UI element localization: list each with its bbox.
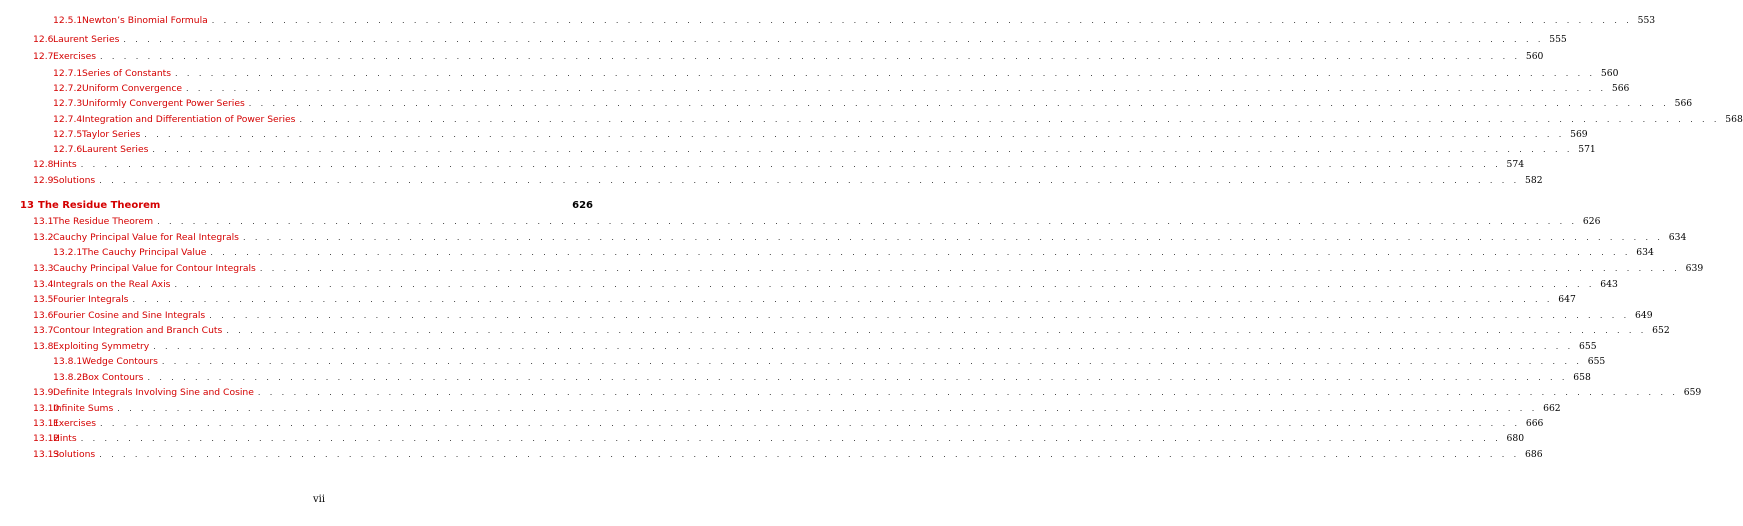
toc-subsection-entry[interactable] xyxy=(53,128,1588,141)
toc-page-number: 649 xyxy=(1635,310,1653,321)
toc-subsection-entry[interactable] xyxy=(53,246,1654,259)
toc-page-number: 582 xyxy=(1525,175,1543,186)
toc-leader-dots: . . . . . . . . . . . . . . . . . . . . . . . . . . . . . . . . . . . . . . . . . . . . . . . . . . . . . . . . . . . . . . . . . . . . . . . . . . . . . . . . . . . . . . . . . . . . . . . . . . . . . . . . . . . . . . . . . . . . . . . . xyxy=(161,357,1583,366)
toc-leader-dots: . . . . . . . . . . . . . . . . . . . . . . . . . . . . . . . . . . . . . . . . . . . . . . . . . . . . . . . . . . . . . . . . . . . . . . . . . . . . . . . . . . . . . . . . . . . . . . . . . . . . . . . . . . . . . . . . . . . . . . . . xyxy=(175,69,1596,78)
toc-entry-title: The Cauchy Principal Value xyxy=(82,247,207,258)
toc-leader-dots: . . . . . . . . . . . . . . . . . . . . . . . . . . . . . . . . . . . . . . . . . . . . . . . . . . . . . . . . . . . . . . . . . . . . . . . . . . . . . . . . . . . . . . . . . . . . . . . . . . . . . . . . . . . . . . . . . . . . . . . . xyxy=(257,388,1679,397)
toc-section-entry[interactable] xyxy=(33,158,1525,171)
toc-leader-dots: . . . . . . . . . . . . . . . . . . . . . . . . . . . . . . . . . . . . . . . . . . . . . . . . . . . . . . . . . . . . . . . . . . . . . . . . . . . . . . . . . . . . . . . . . . . . . . . . . . . . . . . . . . . . . . . . . . . . . . . . xyxy=(99,176,1520,185)
toc-leader-dots: . . . . . . . . . . . . . . . . . . . . . . . . . . . . . . . . . . . . . . . . . . . . . . . . . . . . . . . . . . . . . . . . . . . . . . . . . . . . . . . . . . . . . . . . . . . . . . . . . . . . . . . . . . . . . . . . . . . . . . . . xyxy=(80,434,1502,443)
toc-section-entry[interactable] xyxy=(33,174,1543,187)
toc-section-entry[interactable] xyxy=(33,278,1618,291)
toc-leader-dots: . . . . . . . . . . . . . . . . . . . . . . . . . . . . . . . . . . . . . . . . . . . . . . . . . . . . . . . . . . . . . . . . . . . . . . . . . . . . . . . . . . . . . . . . . . . . . . . . . . . . . . . . . . . . . . . . . . . . . . . . xyxy=(211,16,1633,25)
toc-entry-title: Hints xyxy=(53,433,77,444)
toc-entry-title: Box Contours xyxy=(82,372,144,383)
toc-leader-dots: . . . . . . . . . . . . . . . . . . . . . . . . . . . . . . . . . . . . . . . . . . . . . . . . . . . . . . . . . . . . . . . . . . . . . . . . . . . . . . . . . . . . . . . . . . . . . . . . . . . . . . . . . . . . . . . . . . . . . . . . xyxy=(248,99,1670,108)
toc-entry-title: Solutions xyxy=(53,175,96,186)
toc-subsection-entry[interactable] xyxy=(53,113,1743,126)
toc-entry-number: 13.13 xyxy=(33,449,60,460)
toc-leader-dots: . . . . . . . . . . . . . . . . . . . . . . . . . . . . . . . . . . . . . . . . . . . . . . . . . . . . . . . . . . . . . . . . . . . . . . . . . . . . . . . . . . . . . . . . . . . . . . . . . . . . . . . . . . . . . . . . . . . . . . . . xyxy=(123,35,1544,44)
toc-entry-title: Exercises xyxy=(53,51,97,62)
toc-section-entry[interactable] xyxy=(33,386,1702,399)
toc-chapter-entry[interactable] xyxy=(20,199,593,212)
toc-page-number: 553 xyxy=(1637,15,1656,26)
toc-entry-title: Cauchy Principal Value for Contour Integrals xyxy=(53,263,256,274)
toc-entry-number: 12.7.4 xyxy=(53,114,83,125)
toc-subsection-entry[interactable] xyxy=(53,14,1656,27)
toc-entry-number: 12.7.2 xyxy=(53,83,83,94)
toc-page-number: 566 xyxy=(1611,83,1630,94)
toc-leader-dots: . . . . . . . . . . . . . . . . . . . . . . . . . . . . . . . . . . . . . . . . . . . . . . . . . . . . . . . . . . . . . . . . . . . . . . . . . . . . . . . . . . . . . . . . . . . . . . . . . . . . . . . . . . . . . . . . . . . . . . . . xyxy=(152,145,1573,154)
toc-leader-dots: . . . . . . . . . . . . . . . . . . . . . . . . . . . . . . . . . . . . . . . . . . . . . . . . . . . . . . . . . . . . . . . . . . . . . . . . . . . . . . . . . . . . . . . . . . . . . . . . . . . . . . . . . . . . . . . . . . . . . . . . xyxy=(299,115,1720,124)
toc-page-number: 555 xyxy=(1549,34,1567,45)
toc-leader-dots: . . . . . . . . . . . . . . . . . . . . . . . . . . . . . . . . . . . . . . . . . . . . . . . . . . . . . . . . . . . . . . . . . . . . . . . . . . . . . . . . . . . . . . . . . . . . . . . . . . . . . . . . . . . . . . . . . . . . . . . . xyxy=(259,264,1681,273)
toc-leader-dots: . . . . . . . . . . . . . . . . . . . . . . . . . . . . . . . . . . . . . . . . . . . . . . . . . . . . . . . . . . . . . . . . . . . . . . . . . . . . . . . . . . . . . . . . . . . . . . . . . . . . . . . . . . . . . . . . . . . . . . . . xyxy=(186,84,1607,93)
toc-subsection-entry[interactable] xyxy=(53,67,1619,80)
toc-page-number: 571 xyxy=(1578,144,1596,155)
toc-entry-number: 12.7.5 xyxy=(53,129,83,140)
toc-section-entry[interactable] xyxy=(33,262,1704,275)
toc-entry-number: 13.12 xyxy=(33,433,60,444)
toc-entry-title: Exercises xyxy=(53,418,97,429)
toc-section-entry[interactable] xyxy=(33,33,1567,46)
toc-section-entry[interactable] xyxy=(33,340,1597,353)
toc-leader-dots: . . . . . . . . . . . . . . . . . . . . . . . . . . . . . . . . . . . . . . . . . . . . . . . . . . . . . . . . . . . . . . . . . . . . . . . . . . . . . . . . . . . . . . . . . . . . . . . . . . . . . . . . . . . . . . . . . . . . . . . . xyxy=(242,233,1664,242)
toc-entry-title: Wedge Contours xyxy=(82,356,158,367)
toc-page-number: 680 xyxy=(1506,433,1525,444)
toc-entry-number: 12.7.3 xyxy=(53,98,83,109)
toc-page-number: 658 xyxy=(1573,372,1591,383)
toc-entry-number: 12.7 xyxy=(33,51,54,62)
toc-section-entry[interactable] xyxy=(33,324,1670,337)
toc-entry-title: The Residue Theorem xyxy=(38,200,161,211)
toc-entry-title: Exploiting Symmetry xyxy=(53,341,150,352)
toc-entry-number: 13.4 xyxy=(33,279,54,290)
toc-page-number: 655 xyxy=(1579,341,1597,352)
toc-page-number: 566 xyxy=(1674,98,1693,109)
toc-entry-title: Series of Constants xyxy=(82,68,172,79)
toc-entry-number: 13.2.1 xyxy=(53,247,83,258)
toc-entry-title: Laurent Series xyxy=(82,144,149,155)
toc-entry-number: 13.7 xyxy=(33,325,54,336)
toc-leader-dots: . . . . . . . . . . . . . . . . . . . . . . . . . . . . . . . . . . . . . . . . . . . . . . . . . . . . . . . . . . . . . . . . . . . . . . . . . . . . . . . . . . . . . . . . . . . . . . . . . . . . . . . . . . . . . . . . . . . . . . . . xyxy=(147,373,1568,382)
toc-page-number: 659 xyxy=(1683,387,1702,398)
toc-entry-title: Integration and Differentiation of Power Series xyxy=(82,114,296,125)
toc-section-entry[interactable] xyxy=(33,402,1561,415)
toc-subsection-entry[interactable] xyxy=(53,143,1596,156)
toc-entry-title: The Residue Theorem xyxy=(53,216,154,227)
toc-entry-title: Uniform Convergence xyxy=(82,83,183,94)
toc-leader-dots: . . . . . . . . . . . . . . . . . . . . . . . . . . . . . . . . . . . . . . . . . . . . . . . . . . . . . . . . . . . . . . . . . . . . . . . . . . . . . . . . . . . . . . . . . . . . . . . . . . . . . . . . . . . . . . . . . . . . . . . . xyxy=(100,419,1521,428)
toc-page-number: 643 xyxy=(1600,279,1618,290)
toc-entry-title: Uniformly Convergent Power Series xyxy=(82,98,245,109)
toc-entry-title: Fourier Cosine and Sine Integrals xyxy=(53,310,206,321)
toc-page-number: 662 xyxy=(1543,403,1561,414)
toc-entry-title: Integrals on the Real Axis xyxy=(53,279,171,290)
toc-leader-dots: . . . . . . . . . . . . . . . . . . . . . . . . . . . . . . . . . . . . . . . . . . . . . . . . . . . . . . . . . . . . . . . . . . . . . . . . . . . . . . . . . . . . . . . . . . . . . . . . . . . . . . . . . . . . . . . . . . . . . . . . xyxy=(210,248,1631,257)
toc-entry-number: 13.5 xyxy=(33,294,54,305)
toc-entry-number: 12.6 xyxy=(33,34,54,45)
toc-entry-number: 13.8.1 xyxy=(53,356,83,367)
toc-entry-number: 12.7.6 xyxy=(53,144,83,155)
toc-entry-number: 13.9 xyxy=(33,387,54,398)
toc-section-entry[interactable] xyxy=(33,432,1525,445)
toc-leader-dots: . . . . . . . . . . . . . . . . . . . . . . . . . . . . . . . . . . . . . . . . . . . . . . . . . . . . . . . . . . . . . . . . . . . . . . . . . . . . . . . . . . . . . . . . . . . . . . . . . . . . . . . . . . . . . . . . . . . . . . . . xyxy=(117,404,1538,413)
toc-entry-number: 13.6 xyxy=(33,310,54,321)
toc-entry-number: 13.10 xyxy=(33,403,60,414)
toc-leader-dots: . . . . . . . . . . . . . . . . . . . . . . . . . . . . . . . . . . . . . . . . . . . . . . . . . . . . . . . . . . . . . . . . . . . . . . . . . . . . . . . . . . . . . . . . . . . . . . . . . . . . . . . . . . . . . . . . . . . . . . . . xyxy=(209,311,1630,320)
toc-entry-number: 13.1 xyxy=(33,216,54,227)
toc-page-number: 634 xyxy=(1636,247,1654,258)
toc-section-entry[interactable] xyxy=(33,215,1601,228)
page-number-footer: vii xyxy=(312,494,326,505)
toc-page-number: 655 xyxy=(1587,356,1606,367)
toc-page-number: 568 xyxy=(1725,114,1743,125)
toc-entry-number: 13 xyxy=(20,200,34,211)
toc-page-number: 569 xyxy=(1570,129,1588,140)
toc-entry-title: Solutions xyxy=(53,449,96,460)
toc-entry-number: 12.8 xyxy=(33,159,54,170)
toc-entry-number: 13.8.2 xyxy=(53,372,83,383)
toc-entry-number: 12.9 xyxy=(33,175,54,186)
toc-entry-title: Infinite Sums xyxy=(53,403,114,414)
toc-section-entry[interactable] xyxy=(33,293,1576,306)
toc-entry-title: Newton’s Binomial Formula xyxy=(82,15,208,26)
toc-page-number: 574 xyxy=(1506,159,1525,170)
toc-section-entry[interactable] xyxy=(33,309,1653,322)
toc-subsection-entry[interactable] xyxy=(53,355,1606,368)
toc-entry-number: 12.5.1 xyxy=(53,15,83,26)
toc-subsection-entry[interactable] xyxy=(53,97,1693,110)
toc-section-entry[interactable] xyxy=(33,417,1544,430)
toc-leader-dots: . . . . . . . . . . . . . . . . . . . . . . . . . . . . . . . . . . . . . . . . . . . . . . . . . . . . . . . . . . . . . . . . . . . . . . . . . . . . . . . . . . . . . . . . . . . . . . . . . . . . . . . . . . . . . . . . . . . . . . . . xyxy=(100,52,1521,61)
toc-subsection-entry[interactable] xyxy=(53,82,1630,95)
toc-page-number: 560 xyxy=(1600,68,1619,79)
toc-leader-dots: . . . . . . . . . . . . . . . . . . . . . . . . . . . . . . . . . . . . . . . . . . . . . . . . . . . . . . . . . . . . . . . . . . . . . . . . . . . . . . . . . . . . . . . . . . . . . . . . . . . . . . . . . . . . . . . . . . . . . . . . xyxy=(157,217,1578,226)
toc-entry-title: Definite Integrals Involving Sine and Cosine xyxy=(53,387,254,398)
toc-page-number: 652 xyxy=(1652,325,1670,336)
toc-entry-number: 12.7.1 xyxy=(53,68,83,79)
toc-entry-title: Laurent Series xyxy=(53,34,120,45)
toc-page-number: 686 xyxy=(1525,449,1543,460)
toc-page-number: 647 xyxy=(1558,294,1576,305)
toc-entry-title: Fourier Integrals xyxy=(53,294,129,305)
toc-leader-dots: . . . . . . . . . . . . . . . . . . . . . . . . . . . . . . . . . . . . . . . . . . . . . . . . . . . . . . . . . . . . . . . . . . . . . . . . . . . . . . . . . . . . . . . . . . . . . . . . . . . . . . . . . . . . . . . . . . . . . . . . xyxy=(80,160,1502,169)
toc-entry-title: Hints xyxy=(53,159,77,170)
toc-page-number: 639 xyxy=(1685,263,1704,274)
toc-entry-number: 13.11 xyxy=(33,418,60,429)
toc-entry-title: Taylor Series xyxy=(82,129,141,140)
toc-leader-dots: . . . . . . . . . . . . . . . . . . . . . . . . . . . . . . . . . . . . . . . . . . . . . . . . . . . . . . . . . . . . . . . . . . . . . . . . . . . . . . . . . . . . . . . . . . . . . . . . . . . . . . . . . . . . . . . . . . . . . . . . xyxy=(99,450,1520,459)
toc-leader-dots: . . . . . . . . . . . . . . . . . . . . . . . . . . . . . . . . . . . . . . . . . . . . . . . . . . . . . . . . . . . . . . . . . . . . . . . . . . . . . . . . . . . . . . . . . . . . . . . . . . . . . . . . . . . . . . . . . . . . . . . . xyxy=(132,295,1553,304)
toc-leader-dots: . . . . . . . . . . . . . . . . . . . . . . . . . . . . . . . . . . . . . . . . . . . . . . . . . . . . . . . . . . . . . . . . . . . . . . . . . . . . . . . . . . . . . . . . . . . . . . . . . . . . . . . . . . . . . . . . . . . . . . . . xyxy=(153,342,1574,351)
toc-page-number: 626 xyxy=(572,200,593,211)
toc-section-entry[interactable] xyxy=(33,448,1543,461)
toc-section-entry[interactable] xyxy=(33,231,1687,244)
toc-subsection-entry[interactable] xyxy=(53,371,1591,384)
toc-entry-number: 13.8 xyxy=(33,341,54,352)
toc-entry-number: 13.3 xyxy=(33,263,54,274)
toc-leader-dots: . . . . . . . . . . . . . . . . . . . . . . . . . . . . . . . . . . . . . . . . . . . . . . . . . . . . . . . . . . . . . . . . . . . . . . . . . . . . . . . . . . . . . . . . . . . . . . . . . . . . . . . . . . . . . . . . . . . . . . . . xyxy=(174,280,1595,289)
toc-leader-dots: . . . . . . . . . . . . . . . . . . . . . . . . . . . . . . . . . . . . . . . . . . . . . . . . . . . . . . . . . . . . . . . . . . . . . . . . . . . . . . . . . . . . . . . . . . . . . . . . . . . . . . . . . . . . . . . . . . . . . . . . xyxy=(144,130,1565,139)
toc-section-entry[interactable] xyxy=(33,50,1544,63)
toc-entry-title: Cauchy Principal Value for Real Integrals xyxy=(53,232,239,243)
toc-entry-title: Contour Integration and Branch Cuts xyxy=(53,325,223,336)
toc-page-number: 666 xyxy=(1525,418,1544,429)
toc-page-number: 634 xyxy=(1668,232,1687,243)
toc-entry-number: 13.2 xyxy=(33,232,54,243)
toc-page-number: 560 xyxy=(1525,51,1544,62)
toc-page-number: 626 xyxy=(1582,216,1601,227)
toc-leader-dots: . . . . . . . . . . . . . . . . . . . . . . . . . . . . . . . . . . . . . . . . . . . . . . . . . . . . . . . . . . . . . . . . . . . . . . . . . . . . . . . . . . . . . . . . . . . . . . . . . . . . . . . . . . . . . . . . . . . . . . . . xyxy=(226,326,1647,335)
